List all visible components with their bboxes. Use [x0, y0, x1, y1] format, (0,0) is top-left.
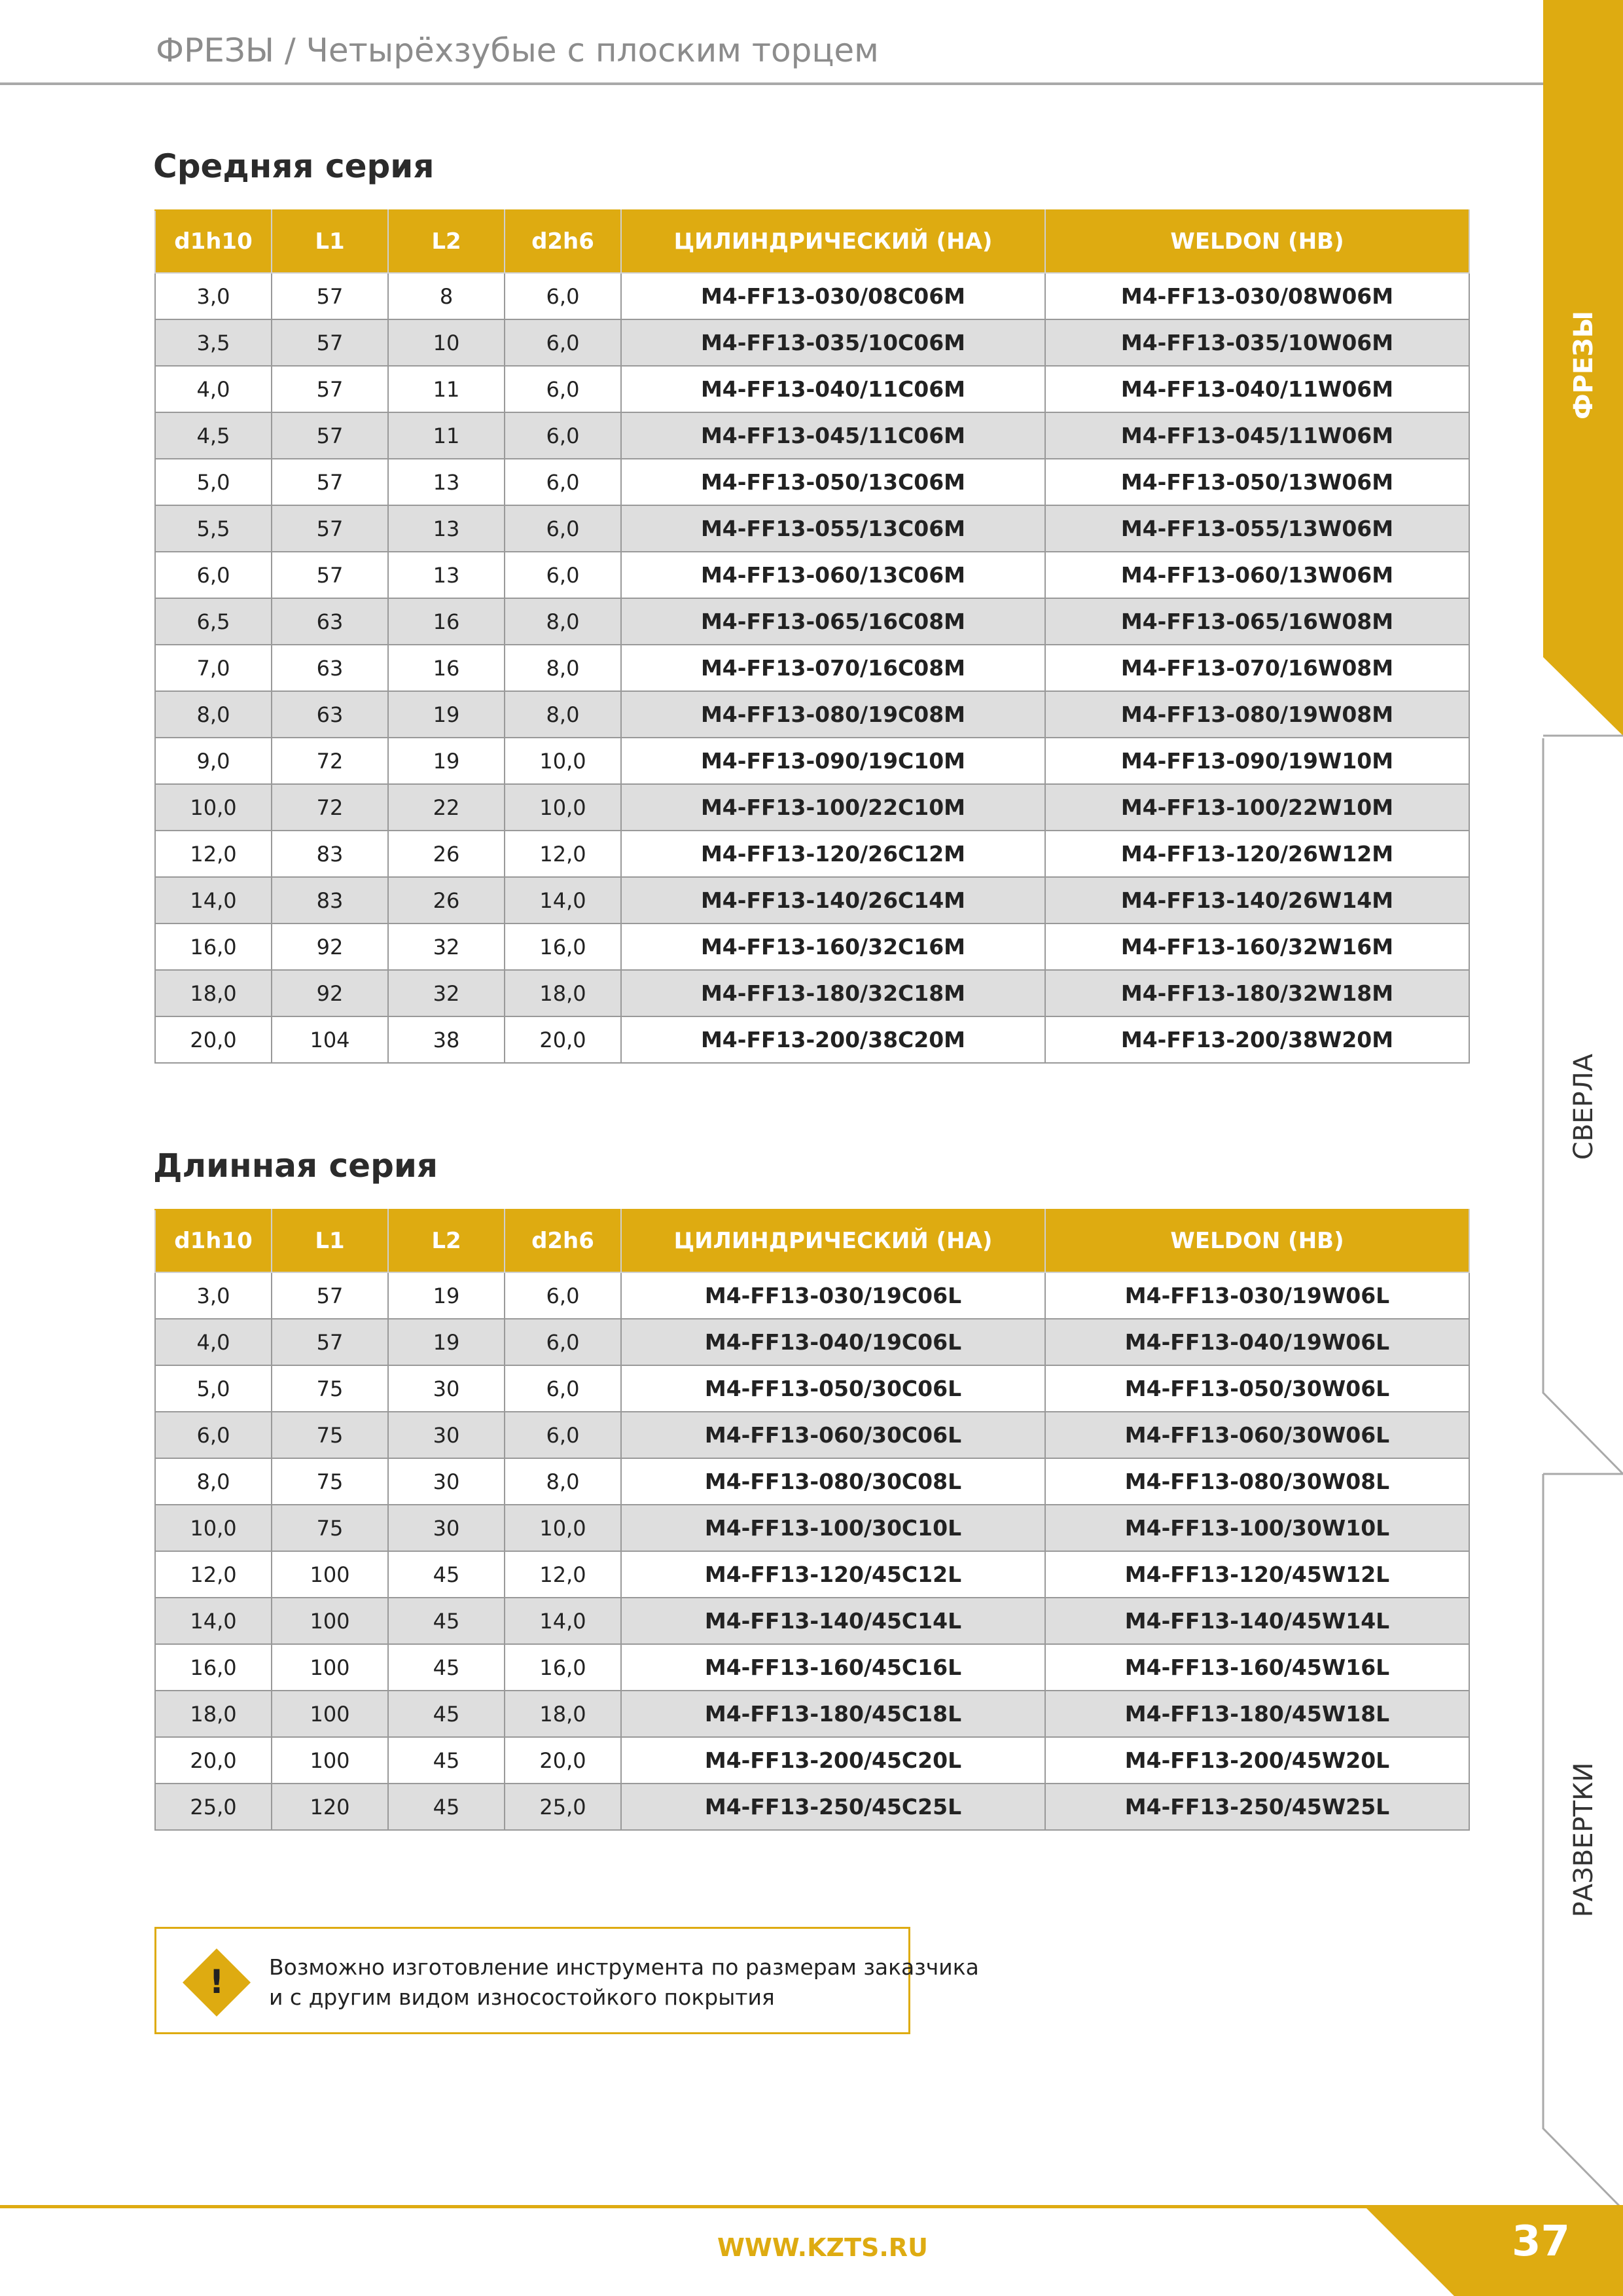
col-header-d1h10: d1h10	[155, 210, 272, 273]
cell-cylindrical-code: M4-FF13-040/11C06M	[621, 366, 1045, 412]
cell-weldon-code: M4-FF13-080/19W08M	[1045, 691, 1469, 738]
long-series-table	[154, 1209, 1470, 1831]
cell-l2: 10	[388, 319, 505, 366]
cell-d2h6: 18,0	[505, 970, 621, 1016]
cell-weldon-code: M4-FF13-180/45W18L	[1045, 1691, 1469, 1737]
cell-d2h6: 20,0	[505, 1016, 621, 1063]
table-row	[155, 877, 1469, 924]
cell-l2: 19	[388, 738, 505, 784]
table-row	[155, 970, 1469, 1016]
cell-l2: 19	[388, 1272, 505, 1319]
cell-l1: 104	[272, 1016, 388, 1063]
cell-cylindrical-code: M4-FF13-055/13C06M	[621, 505, 1045, 552]
page-number-badge	[1365, 2207, 1623, 2296]
cell-l2: 45	[388, 1644, 505, 1691]
table-row	[155, 1272, 1469, 1319]
cell-l2: 13	[388, 552, 505, 598]
cell-l1: 120	[272, 1784, 388, 1830]
notice-line-1: Возможно изготовление инструмента по размерам заказчика	[269, 1954, 979, 1980]
table-row	[155, 691, 1469, 738]
cell-d2h6: 14,0	[505, 1598, 621, 1644]
cell-weldon-code: M4-FF13-030/08W06M	[1045, 273, 1469, 319]
long-series-title: Длинная серия	[153, 1147, 438, 1185]
cell-weldon-code: M4-FF13-045/11W06M	[1045, 412, 1469, 459]
col-header-l2: L2	[388, 210, 505, 273]
cell-l1: 83	[272, 831, 388, 877]
cell-d2h6: 8,0	[505, 1458, 621, 1505]
table-row	[155, 273, 1469, 319]
warning-glyph: !	[209, 1963, 224, 2001]
table-row	[155, 1412, 1469, 1458]
cell-cylindrical-code: M4-FF13-040/19C06L	[621, 1319, 1045, 1365]
cell-l2: 8	[388, 273, 505, 319]
cell-weldon-code: M4-FF13-065/16W08M	[1045, 598, 1469, 645]
cell-d1h10: 12,0	[155, 1551, 272, 1598]
cell-d2h6: 16,0	[505, 924, 621, 970]
col-header-weldon: WELDON (HB)	[1045, 210, 1469, 273]
cell-d2h6: 6,0	[505, 1272, 621, 1319]
cell-cylindrical-code: M4-FF13-030/08C06M	[621, 273, 1045, 319]
cell-d1h10: 14,0	[155, 877, 272, 924]
table-row	[155, 1319, 1469, 1365]
table-header-row	[155, 210, 1469, 273]
table-row	[155, 1691, 1469, 1737]
table-row	[155, 1365, 1469, 1412]
table-row	[155, 1784, 1469, 1830]
cell-l1: 100	[272, 1644, 388, 1691]
table-row	[155, 1737, 1469, 1784]
cell-weldon-code: M4-FF13-060/30W06L	[1045, 1412, 1469, 1458]
cell-l2: 16	[388, 645, 505, 691]
cell-d2h6: 6,0	[505, 319, 621, 366]
cell-cylindrical-code: M4-FF13-120/45C12L	[621, 1551, 1045, 1598]
warning-icon	[183, 1948, 251, 2017]
cell-d2h6: 16,0	[505, 1644, 621, 1691]
cell-d1h10: 3,5	[155, 319, 272, 366]
cell-l1: 75	[272, 1365, 388, 1412]
cell-l1: 75	[272, 1458, 388, 1505]
cell-weldon-code: M4-FF13-160/32W16M	[1045, 924, 1469, 970]
cell-d1h10: 10,0	[155, 1505, 272, 1551]
cell-d2h6: 6,0	[505, 1365, 621, 1412]
cell-l1: 57	[272, 459, 388, 505]
cell-d2h6: 8,0	[505, 645, 621, 691]
cell-cylindrical-code: M4-FF13-140/26C14M	[621, 877, 1045, 924]
cell-d1h10: 3,0	[155, 273, 272, 319]
cell-d2h6: 6,0	[505, 552, 621, 598]
medium-series-title: Средняя серия	[153, 147, 435, 185]
table-row	[155, 505, 1469, 552]
table-row	[155, 366, 1469, 412]
cell-cylindrical-code: M4-FF13-140/45C14L	[621, 1598, 1045, 1644]
cell-l2: 13	[388, 505, 505, 552]
cell-d1h10: 8,0	[155, 691, 272, 738]
cell-weldon-code: M4-FF13-030/19W06L	[1045, 1272, 1469, 1319]
cell-weldon-code: M4-FF13-080/30W08L	[1045, 1458, 1469, 1505]
footer-website-link[interactable]: WWW.KZTS.RU	[717, 2233, 928, 2262]
cell-d1h10: 5,0	[155, 1365, 272, 1412]
cell-cylindrical-code: M4-FF13-180/32C18M	[621, 970, 1045, 1016]
cell-l2: 13	[388, 459, 505, 505]
side-tab-reamers[interactable]: РАЗВЕРТКИ	[1569, 1762, 1599, 1918]
cell-l2: 45	[388, 1551, 505, 1598]
cell-d2h6: 6,0	[505, 505, 621, 552]
cell-weldon-code: M4-FF13-200/45W20L	[1045, 1737, 1469, 1784]
cell-d1h10: 20,0	[155, 1016, 272, 1063]
cell-l1: 100	[272, 1691, 388, 1737]
cell-l1: 100	[272, 1737, 388, 1784]
cell-weldon-code: M4-FF13-250/45W25L	[1045, 1784, 1469, 1830]
col-header-cylindrical: ЦИЛИНДРИЧЕСКИЙ (HA)	[621, 210, 1045, 273]
side-tab-mills[interactable]: ФРЕЗЫ	[1569, 310, 1599, 420]
cell-l1: 72	[272, 784, 388, 831]
cell-cylindrical-code: M4-FF13-050/13C06M	[621, 459, 1045, 505]
cell-d1h10: 6,5	[155, 598, 272, 645]
table-row	[155, 319, 1469, 366]
cell-d2h6: 25,0	[505, 1784, 621, 1830]
cell-cylindrical-code: M4-FF13-030/19C06L	[621, 1272, 1045, 1319]
cell-l2: 19	[388, 691, 505, 738]
table-row	[155, 831, 1469, 877]
cell-d1h10: 5,0	[155, 459, 272, 505]
cell-d2h6: 8,0	[505, 691, 621, 738]
cell-l2: 30	[388, 1412, 505, 1458]
cell-d1h10: 4,5	[155, 412, 272, 459]
cell-l1: 57	[272, 273, 388, 319]
cell-d2h6: 6,0	[505, 1319, 621, 1365]
cell-l2: 32	[388, 970, 505, 1016]
cell-l2: 11	[388, 366, 505, 412]
col-header-d2h6: d2h6	[505, 210, 621, 273]
table-row	[155, 1598, 1469, 1644]
medium-series-table	[154, 209, 1470, 1064]
cell-l1: 92	[272, 924, 388, 970]
cell-l1: 100	[272, 1551, 388, 1598]
cell-d2h6: 10,0	[505, 738, 621, 784]
table-row	[155, 552, 1469, 598]
cell-weldon-code: M4-FF13-100/30W10L	[1045, 1505, 1469, 1551]
cell-l2: 45	[388, 1737, 505, 1784]
cell-l2: 30	[388, 1365, 505, 1412]
cell-weldon-code: M4-FF13-160/45W16L	[1045, 1644, 1469, 1691]
cell-d2h6: 20,0	[505, 1737, 621, 1784]
cell-cylindrical-code: M4-FF13-065/16C08M	[621, 598, 1045, 645]
table-row	[155, 459, 1469, 505]
cell-d1h10: 6,0	[155, 552, 272, 598]
cell-cylindrical-code: M4-FF13-160/32C16M	[621, 924, 1045, 970]
page-header-title: ФРЕЗЫ / Четырёхзубые с плоским торцем	[156, 31, 879, 69]
custom-order-notice	[154, 1927, 979, 2034]
cell-weldon-code: M4-FF13-120/26W12M	[1045, 831, 1469, 877]
cell-cylindrical-code: M4-FF13-070/16C08M	[621, 645, 1045, 691]
cell-d1h10: 6,0	[155, 1412, 272, 1458]
cell-l1: 57	[272, 1272, 388, 1319]
cell-cylindrical-code: M4-FF13-120/26C12M	[621, 831, 1045, 877]
cell-l1: 57	[272, 319, 388, 366]
cell-l1: 75	[272, 1505, 388, 1551]
notice-line-2: и с другим видом износостойкого покрытия	[269, 1984, 775, 2010]
cell-weldon-code: M4-FF13-060/13W06M	[1045, 552, 1469, 598]
cell-cylindrical-code: M4-FF13-090/19C10M	[621, 738, 1045, 784]
cell-l2: 38	[388, 1016, 505, 1063]
cell-d1h10: 20,0	[155, 1737, 272, 1784]
cell-l2: 11	[388, 412, 505, 459]
col-header-l2: L2	[388, 1210, 505, 1272]
cell-cylindrical-code: M4-FF13-200/38C20M	[621, 1016, 1045, 1063]
cell-d1h10: 16,0	[155, 1644, 272, 1691]
table-row	[155, 1016, 1469, 1063]
cell-d1h10: 4,0	[155, 1319, 272, 1365]
table-row	[155, 1505, 1469, 1551]
cell-l2: 30	[388, 1458, 505, 1505]
cell-d2h6: 6,0	[505, 273, 621, 319]
cell-cylindrical-code: M4-FF13-045/11C06M	[621, 412, 1045, 459]
cell-weldon-code: M4-FF13-050/13W06M	[1045, 459, 1469, 505]
cell-weldon-code: M4-FF13-035/10W06M	[1045, 319, 1469, 366]
cell-l1: 57	[272, 412, 388, 459]
cell-weldon-code: M4-FF13-140/45W14L	[1045, 1598, 1469, 1644]
cell-l1: 63	[272, 598, 388, 645]
header-divider	[0, 82, 1543, 85]
cell-d1h10: 10,0	[155, 784, 272, 831]
cell-weldon-code: M4-FF13-055/13W06M	[1045, 505, 1469, 552]
cell-d2h6: 18,0	[505, 1691, 621, 1737]
cell-weldon-code: M4-FF13-070/16W08M	[1045, 645, 1469, 691]
cell-l2: 16	[388, 598, 505, 645]
col-header-l1: L1	[272, 210, 388, 273]
cell-cylindrical-code: M4-FF13-060/13C06M	[621, 552, 1045, 598]
cell-weldon-code: M4-FF13-040/19W06L	[1045, 1319, 1469, 1365]
cell-l2: 26	[388, 831, 505, 877]
cell-d2h6: 8,0	[505, 598, 621, 645]
cell-cylindrical-code: M4-FF13-160/45C16L	[621, 1644, 1045, 1691]
cell-cylindrical-code: M4-FF13-200/45C20L	[621, 1737, 1045, 1784]
cell-cylindrical-code: M4-FF13-060/30C06L	[621, 1412, 1045, 1458]
cell-d1h10: 4,0	[155, 366, 272, 412]
cell-cylindrical-code: M4-FF13-080/30C08L	[621, 1458, 1045, 1505]
table-row	[155, 598, 1469, 645]
cell-d2h6: 10,0	[505, 784, 621, 831]
cell-l2: 32	[388, 924, 505, 970]
cell-d1h10: 16,0	[155, 924, 272, 970]
cell-cylindrical-code: M4-FF13-050/30C06L	[621, 1365, 1045, 1412]
cell-d1h10: 12,0	[155, 831, 272, 877]
cell-d2h6: 10,0	[505, 1505, 621, 1551]
table-row	[155, 1551, 1469, 1598]
cell-l2: 30	[388, 1505, 505, 1551]
cell-cylindrical-code: M4-FF13-100/22C10M	[621, 784, 1045, 831]
cell-d2h6: 6,0	[505, 459, 621, 505]
cell-l2: 19	[388, 1319, 505, 1365]
cell-d2h6: 6,0	[505, 412, 621, 459]
cell-cylindrical-code: M4-FF13-100/30C10L	[621, 1505, 1045, 1551]
cell-l1: 92	[272, 970, 388, 1016]
cell-l1: 63	[272, 691, 388, 738]
table-row	[155, 412, 1469, 459]
cell-d2h6: 6,0	[505, 1412, 621, 1458]
cell-cylindrical-code: M4-FF13-035/10C06M	[621, 319, 1045, 366]
cell-d1h10: 7,0	[155, 645, 272, 691]
table-row	[155, 645, 1469, 691]
table-row	[155, 924, 1469, 970]
cell-cylindrical-code: M4-FF13-080/19C08M	[621, 691, 1045, 738]
col-header-d1h10: d1h10	[155, 1210, 272, 1272]
cell-l2: 26	[388, 877, 505, 924]
col-header-weldon: WELDON (HB)	[1045, 1210, 1469, 1272]
cell-d2h6: 6,0	[505, 366, 621, 412]
cell-l1: 57	[272, 552, 388, 598]
cell-d1h10: 18,0	[155, 970, 272, 1016]
col-header-cylindrical: ЦИЛИНДРИЧЕСКИЙ (HA)	[621, 1210, 1045, 1272]
cell-weldon-code: M4-FF13-120/45W12L	[1045, 1551, 1469, 1598]
cell-l1: 72	[272, 738, 388, 784]
cell-d1h10: 8,0	[155, 1458, 272, 1505]
cell-d1h10: 25,0	[155, 1784, 272, 1830]
cell-weldon-code: M4-FF13-180/32W18M	[1045, 970, 1469, 1016]
cell-l1: 57	[272, 1319, 388, 1365]
table-row	[155, 1458, 1469, 1505]
cell-l1: 100	[272, 1598, 388, 1644]
cell-weldon-code: M4-FF13-050/30W06L	[1045, 1365, 1469, 1412]
cell-cylindrical-code: M4-FF13-250/45C25L	[621, 1784, 1045, 1830]
table-row	[155, 784, 1469, 831]
side-tab-drills[interactable]: СВЕРЛА	[1569, 1053, 1599, 1160]
page-number: 37	[1512, 2217, 1571, 2266]
col-header-l1: L1	[272, 1210, 388, 1272]
cell-cylindrical-code: M4-FF13-180/45C18L	[621, 1691, 1045, 1737]
table-row	[155, 1644, 1469, 1691]
cell-d2h6: 12,0	[505, 831, 621, 877]
cell-d1h10: 14,0	[155, 1598, 272, 1644]
cell-l2: 22	[388, 784, 505, 831]
cell-l1: 83	[272, 877, 388, 924]
cell-d2h6: 12,0	[505, 1551, 621, 1598]
cell-l2: 45	[388, 1691, 505, 1737]
cell-weldon-code: M4-FF13-100/22W10M	[1045, 784, 1469, 831]
cell-d1h10: 3,0	[155, 1272, 272, 1319]
cell-d1h10: 18,0	[155, 1691, 272, 1737]
col-header-d2h6: d2h6	[505, 1210, 621, 1272]
cell-l1: 57	[272, 505, 388, 552]
cell-l1: 57	[272, 366, 388, 412]
cell-l1: 63	[272, 645, 388, 691]
cell-d2h6: 14,0	[505, 877, 621, 924]
notice-text	[269, 1952, 979, 2013]
cell-d1h10: 9,0	[155, 738, 272, 784]
table-header-row	[155, 1210, 1469, 1272]
cell-l1: 75	[272, 1412, 388, 1458]
cell-weldon-code: M4-FF13-090/19W10M	[1045, 738, 1469, 784]
cell-weldon-code: M4-FF13-200/38W20M	[1045, 1016, 1469, 1063]
cell-weldon-code: M4-FF13-140/26W14M	[1045, 877, 1469, 924]
cell-l2: 45	[388, 1784, 505, 1830]
cell-d1h10: 5,5	[155, 505, 272, 552]
cell-l2: 45	[388, 1598, 505, 1644]
table-row	[155, 738, 1469, 784]
cell-weldon-code: M4-FF13-040/11W06M	[1045, 366, 1469, 412]
